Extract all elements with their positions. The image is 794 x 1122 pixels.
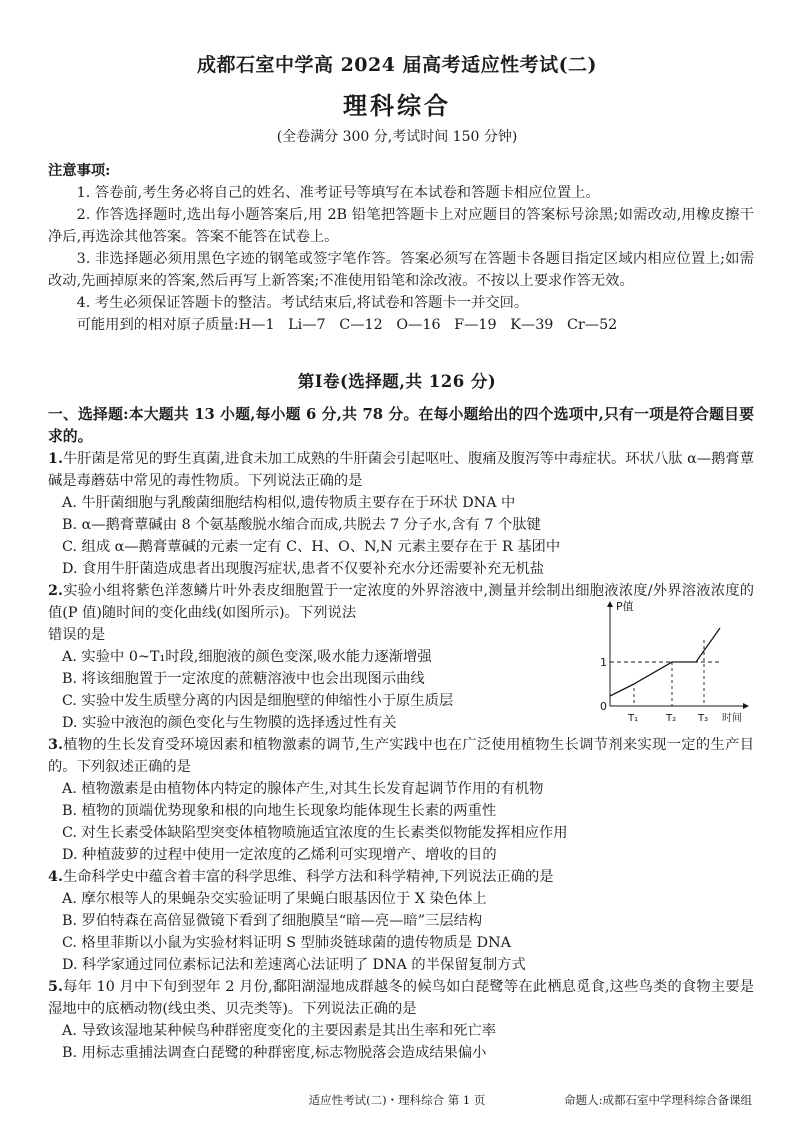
footer-author: 命题人:成都石室中学理科综合备课组: [564, 1093, 752, 1107]
notice-item: 4. 考生必须保证答题卡的整洁。考试结束后,将试卷和答题卡一并交回。: [76, 295, 529, 311]
footer-page-info: 适应性考试(二)・理科综合 第 1 页: [308, 1093, 486, 1107]
option-a: A. 植物激素是由植物体内特定的腺体产生,对其生长发育起调节作用的有机物: [62, 781, 544, 797]
option-b: B. 将该细胞置于一定浓度的蔗糖溶液中也会出现图示曲线: [62, 671, 425, 687]
p-value-graph: [596, 596, 756, 728]
question-number: 5.: [48, 979, 63, 995]
subject-title: 理科综合: [343, 91, 451, 120]
question-5: [48, 976, 754, 1064]
option-b: B. 用标志重捕法调查白琵鹭的种群密度,标志物脱落会造成结果偏小: [62, 1045, 487, 1061]
option-d: D. 食用牛肝菌造成患者出现腹泻症状,患者不仅要补充水分还需要补充无机盐: [62, 561, 545, 577]
question-stem: 每年 10 月中下旬到翌年 2 月份,鄱阳湖湿地成群越冬的候鸟如白琵鹭等在此栖息觅食,这些鸟类的食物主要是湿地中的底栖动物(线虫类、贝壳类等)。下列说法正确的是: [48, 979, 754, 1017]
notices: [48, 160, 754, 336]
option-d: D. 科学家通过同位素标记法和差速离心法证明了 DNA 的半保留复制方式: [62, 957, 526, 973]
question-stem: 植物的生长发育受环境因素和植物激素的调节,生产实践中也在广泛使用植物生长调节剂来实现一定的生产目的。下列叙述正确的是: [48, 737, 754, 775]
section-title: 第Ⅰ卷(选择题,共 126 分): [297, 372, 497, 391]
p-value-graph-svg: [596, 596, 756, 728]
notices-heading: 注意事项:: [48, 163, 111, 179]
option-b: B. 罗伯特森在高倍显微镜下看到了细胞膜呈“暗—亮—暗”三层结构: [62, 913, 483, 929]
question-stem-end: 错误的是: [48, 627, 106, 643]
option-a: A. 实验中 0~T₁时段,细胞液的颜色变深,吸水能力逐渐增强: [62, 649, 432, 665]
exam-note: (全卷满分 300 分,考试时间 150 分钟): [276, 129, 518, 145]
question-number: 3.: [48, 737, 63, 753]
option-a: A. 牛肝菌细胞与乳酸菌细胞结构相似,遗传物质主要存在于环状 DNA 中: [62, 495, 516, 511]
question-number: 4.: [48, 869, 63, 885]
atomic-masses: 可能用到的相对原子质量:H—1 Li—7 C—12 O—16 F—19 K—39 Cr—52: [76, 317, 618, 333]
question-stem: 牛肝菌是常见的野生真菌,进食未加工成熟的牛肝菌会引起呕吐、腹痛及腹泻等中毒症状。环状八肽 α—鹅膏蕈碱是毒蘑菇中常见的毒性物质。下列说法正确的是: [48, 451, 754, 489]
question-1: [48, 448, 754, 580]
notice-item: 1. 答卷前,考生务必将自己的姓名、准考证号等填写在本试卷和答题卡相应位置上。: [76, 185, 600, 201]
y-tick-1: 1: [600, 656, 607, 669]
option-a: A. 摩尔根等人的果蝇杂交实验证明了果蝇白眼基因位于 X 染色体上: [62, 891, 487, 907]
question-number: 1.: [48, 451, 63, 467]
option-b: B. α—鹅膏蕈碱由 8 个氨基酸脱水缩合而成,共脱去 7 分子水,含有 7 个肽键: [62, 517, 541, 533]
question-number: 2.: [48, 583, 63, 599]
x-axis-label: 时间: [722, 713, 742, 724]
notice-item: 2. 作答选择题时,选出每小题答案后,用 2B 铅笔把答题卡上对应题目的答案标号涂黑;如需改动,用橡皮擦干净后,再选涂其他答案。答案不能答在试卷上。: [48, 207, 754, 245]
option-c: C. 实验中发生质壁分离的内因是细胞壁的伸缩性小于原生质层: [62, 693, 454, 709]
notice-item: 3. 非选择题必须用黑色字迹的钢笔或签字笔作答。答案必须写在答题卡各题目指定区域内相应位置上;如需改动,先画掉原来的答案,然后再写上新答案;不准使用铅笔和涂改液。不按以上要求作答无效。: [48, 251, 754, 289]
origin-label: 0: [600, 700, 607, 713]
question-stem: 实验小组将紫色洋葱鳞片叶外表皮细胞置于一定浓度的外界溶液中,测量并绘制出细胞液浓度/外界溶液浓度的值(P 值)随时间的变化曲线(如图所示)。下列说法: [48, 583, 754, 621]
option-c: C. 对生长素受体缺陷型突变体植物喷施适宜浓度的生长素类似物能发挥相应作用: [62, 825, 568, 841]
question-4: [48, 866, 754, 976]
option-a: A. 导致该湿地某种候鸟种群密度变化的主要因素是其出生率和死亡率: [62, 1023, 497, 1039]
option-d: D. 种植菠萝的过程中使用一定浓度的乙烯利可实现增产、增收的目的: [62, 847, 497, 863]
question-3: [48, 734, 754, 866]
t3-label: T₃: [698, 713, 709, 724]
t1-label: T₁: [628, 713, 639, 724]
exam-title: 成都石室中学高 2024 届高考适应性考试(二): [196, 54, 598, 76]
t2-label: T₂: [666, 713, 677, 724]
question-list: [48, 448, 754, 1064]
option-b: B. 植物的顶端优势现象和根的向地生长现象均能体现生长素的两重性: [62, 803, 497, 819]
option-c: C. 格里菲斯以小鼠为实验材料证明 S 型肺炎链球菌的遗传物质是 DNA: [62, 935, 511, 951]
section-instructions: 一、选择题:本大题共 13 小题,每小题 6 分,共 78 分。在每小题给出的四个选项中,只有一项是符合题目要求的。: [48, 406, 754, 445]
y-axis-label: P值: [616, 600, 634, 613]
question-stem: 生命科学史中蕴含着丰富的科学思维、科学方法和科学精神,下列说法正确的是: [62, 869, 554, 885]
option-d: D. 实验中液泡的颜色变化与生物膜的选择透过性有关: [62, 715, 397, 731]
option-c: C. 组成 α—鹅膏蕈碱的元素一定有 C、H、O、N,N 元素主要存在于 R 基团中: [62, 539, 561, 555]
